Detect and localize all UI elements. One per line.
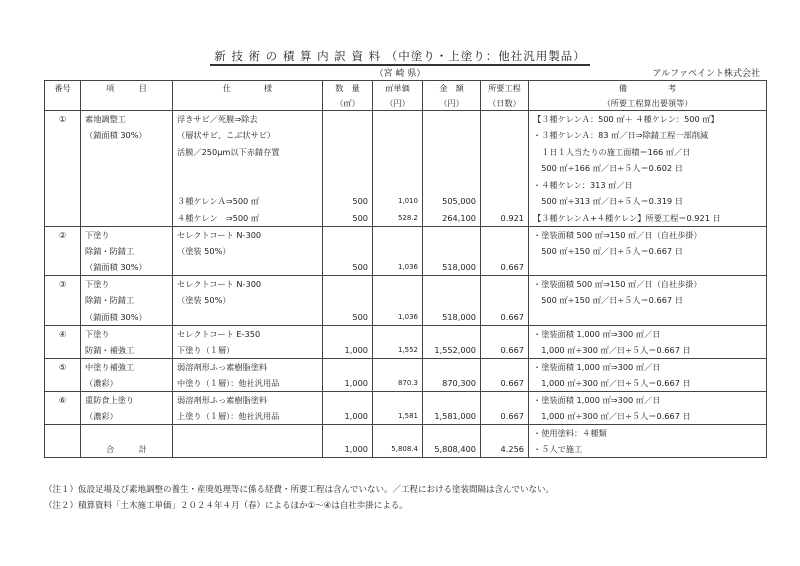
row-item: 合 計 xyxy=(81,441,173,458)
row-no xyxy=(45,193,81,210)
row-qty: 1,000 xyxy=(323,441,373,458)
row-qty xyxy=(323,127,373,144)
header-spec: 仕 様 xyxy=(173,81,323,96)
row-remarks: ・４種ケレン：313 ㎡／日 xyxy=(529,177,767,194)
row-unit-price xyxy=(373,292,423,309)
row-item: 下塗り xyxy=(81,325,173,342)
row-item xyxy=(81,144,173,161)
row-amount: 505,000 xyxy=(423,193,481,210)
table-row xyxy=(45,243,767,260)
row-remarks: ・塗装面積 500 ㎡⇒150 ㎡／日（自社歩掛） xyxy=(529,226,767,243)
table-row xyxy=(45,309,767,326)
header-days: 所要工程 xyxy=(481,81,529,96)
row-qty: 1,000 xyxy=(323,408,373,425)
row-amount: 1,581,000 xyxy=(423,408,481,425)
row-unit-price xyxy=(373,127,423,144)
row-unit-price: 5,808.4 xyxy=(373,441,423,458)
row-amount xyxy=(423,276,481,293)
row-amount: 870,300 xyxy=(423,375,481,392)
row-item xyxy=(81,210,173,227)
row-unit-price xyxy=(373,226,423,243)
row-item: （錆面積 30%） xyxy=(81,127,173,144)
row-unit-price xyxy=(373,276,423,293)
footnotes xyxy=(44,482,554,514)
row-unit-price: 1,552 xyxy=(373,342,423,359)
row-no: ④ xyxy=(45,325,81,342)
row-days xyxy=(481,243,529,260)
table-row xyxy=(45,193,767,210)
row-qty xyxy=(323,226,373,243)
row-remarks: 【３種ケレンＡ：500 ㎡＋ ４種ケレン：500 ㎡】 xyxy=(529,111,767,128)
row-qty xyxy=(323,276,373,293)
row-qty: 500 xyxy=(323,210,373,227)
row-amount: 518,000 xyxy=(423,259,481,276)
row-no xyxy=(45,243,81,260)
table-row xyxy=(45,127,767,144)
row-item: 除錆・防錆工 xyxy=(81,292,173,309)
row-days xyxy=(481,144,529,161)
row-qty xyxy=(323,391,373,408)
table-row xyxy=(45,177,767,194)
row-spec: 弱溶剤形ふっ素樹脂塗料 xyxy=(173,358,323,375)
row-qty xyxy=(323,160,373,177)
row-unit-price: 1,036 xyxy=(373,259,423,276)
row-item xyxy=(81,193,173,210)
row-amount xyxy=(423,325,481,342)
row-no: ② xyxy=(45,226,81,243)
row-item: 素地調整工 xyxy=(81,111,173,128)
row-unit-price xyxy=(373,144,423,161)
row-item xyxy=(81,424,173,441)
row-unit-price xyxy=(373,243,423,260)
row-no xyxy=(45,408,81,425)
row-no xyxy=(45,292,81,309)
note-1: （注１）仮設足場及び素地調整の養生・産廃処理等に係る経費・所要工程は含んでいない。／工程における塗装間隔は含んでいない。 xyxy=(44,485,555,495)
row-amount xyxy=(423,358,481,375)
row-qty: 500 xyxy=(323,259,373,276)
row-no: ③ xyxy=(45,276,81,293)
header-remarks-sub: （所要工程算出要領等） xyxy=(529,96,767,111)
row-unit-price xyxy=(373,424,423,441)
row-qty xyxy=(323,325,373,342)
row-spec: セレクトコート N-300 xyxy=(173,276,323,293)
table-row xyxy=(45,210,767,227)
row-spec: ３種ケレンＡ⇒500 ㎡ xyxy=(173,193,323,210)
row-no xyxy=(45,160,81,177)
row-days xyxy=(481,177,529,194)
table-row xyxy=(45,342,767,359)
row-remarks: ・塗装面積 1,000 ㎡⇒300 ㎡／日 xyxy=(529,391,767,408)
row-spec: セレクトコート E-350 xyxy=(173,325,323,342)
row-unit-price xyxy=(373,111,423,128)
row-unit-price: 528.2 xyxy=(373,210,423,227)
row-amount xyxy=(423,243,481,260)
row-qty: 1,000 xyxy=(323,375,373,392)
header-remarks: 備 考 xyxy=(529,81,767,96)
row-no xyxy=(45,259,81,276)
row-amount xyxy=(423,177,481,194)
row-spec: 下塗り（１層） xyxy=(173,342,323,359)
row-amount: 518,000 xyxy=(423,309,481,326)
table-row xyxy=(45,160,767,177)
row-remarks: １日１人当たりの施工面積＝166 ㎡／日 xyxy=(529,144,767,161)
row-remarks: 1,000 ㎡÷300 ㎡／日÷５人＝0.667 日 xyxy=(529,408,767,425)
row-item: 中塗り補強工 xyxy=(81,358,173,375)
table-row xyxy=(45,358,767,375)
row-spec: セレクトコート N-300 xyxy=(173,226,323,243)
row-amount: 264,100 xyxy=(423,210,481,227)
table-row xyxy=(45,276,767,293)
document-title: 新 技 術 の 積 算 内 訳 資 料 （中塗り・上塗り：他社汎用製品） xyxy=(0,48,800,64)
header-unit-price: ㎡単価 xyxy=(373,81,423,96)
row-days xyxy=(481,292,529,309)
row-days: 0.667 xyxy=(481,408,529,425)
row-days: 0.667 xyxy=(481,309,529,326)
row-amount xyxy=(423,226,481,243)
header-amount: 金 額 xyxy=(423,81,481,96)
header-units-row xyxy=(45,96,767,111)
row-amount xyxy=(423,292,481,309)
row-spec xyxy=(173,177,323,194)
row-days: 4.256 xyxy=(481,441,529,458)
row-spec xyxy=(173,424,323,441)
row-qty xyxy=(323,177,373,194)
row-no xyxy=(45,309,81,326)
row-qty xyxy=(323,358,373,375)
row-amount xyxy=(423,111,481,128)
row-days xyxy=(481,160,529,177)
row-days: 0.921 xyxy=(481,210,529,227)
row-remarks: ・塗装面積 500 ㎡⇒150 ㎡／日（自社歩掛） xyxy=(529,276,767,293)
row-spec: （層状サビ、こぶ状サビ） xyxy=(173,127,323,144)
row-amount xyxy=(423,127,481,144)
row-amount: 1,552,000 xyxy=(423,342,481,359)
row-spec: （塗装 50%） xyxy=(173,243,323,260)
row-remarks: 【３種ケレンＡ+４種ケレン】所要工程＝0.921 日 xyxy=(529,210,767,227)
row-item: 重防食上塗り xyxy=(81,391,173,408)
row-item: （錆面積 30%） xyxy=(81,259,173,276)
table-row xyxy=(45,441,767,458)
row-days: 0.667 xyxy=(481,375,529,392)
row-no: ⑤ xyxy=(45,358,81,375)
row-remarks xyxy=(529,309,767,326)
table-row xyxy=(45,111,767,128)
row-no xyxy=(45,177,81,194)
row-unit-price xyxy=(373,177,423,194)
row-amount xyxy=(423,391,481,408)
row-qty xyxy=(323,111,373,128)
row-days xyxy=(481,193,529,210)
row-qty xyxy=(323,144,373,161)
row-spec xyxy=(173,309,323,326)
row-remarks: ・３種ケレンＡ：83 ㎡／日⇒除錆工程一部削減 xyxy=(529,127,767,144)
row-item: （濃彩） xyxy=(81,408,173,425)
row-unit-price xyxy=(373,391,423,408)
row-days xyxy=(481,226,529,243)
row-remarks: ・塗装面積 1,000 ㎡⇒300 ㎡／日 xyxy=(529,325,767,342)
row-remarks: 500 ㎡÷150 ㎡／日÷５人＝0.667 日 xyxy=(529,292,767,309)
row-unit-price: 1,581 xyxy=(373,408,423,425)
row-qty: 500 xyxy=(323,309,373,326)
row-spec: 活膜／250μm以下赤錆存置 xyxy=(173,144,323,161)
row-spec: 弱溶剤形ふっ素樹脂塗料 xyxy=(173,391,323,408)
row-days xyxy=(481,325,529,342)
row-no xyxy=(45,375,81,392)
row-remarks: ・塗装面積 1,000 ㎡⇒300 ㎡／日 xyxy=(529,358,767,375)
row-days xyxy=(481,276,529,293)
row-remarks: 1,000 ㎡÷300 ㎡／日÷５人＝0.667 日 xyxy=(529,375,767,392)
row-unit-price: 1,036 xyxy=(373,309,423,326)
row-spec xyxy=(173,259,323,276)
table-row xyxy=(45,375,767,392)
header-unit-price-unit: （円） xyxy=(373,96,423,111)
company-name: アルファペイント株式会社 xyxy=(652,69,760,79)
row-qty xyxy=(323,292,373,309)
table-row xyxy=(45,292,767,309)
prefecture-label: （宮 崎 県） xyxy=(374,69,426,79)
row-qty xyxy=(323,424,373,441)
table-row xyxy=(45,259,767,276)
row-no: ① xyxy=(45,111,81,128)
row-item: （錆面積 30%） xyxy=(81,309,173,326)
table-row xyxy=(45,226,767,243)
row-item: 下塗り xyxy=(81,226,173,243)
row-days xyxy=(481,111,529,128)
row-unit-price: 870.3 xyxy=(373,375,423,392)
row-spec: ４種ケレン ⇒500 ㎡ xyxy=(173,210,323,227)
row-spec xyxy=(173,441,323,458)
row-spec: （塗装 50%） xyxy=(173,292,323,309)
row-amount xyxy=(423,144,481,161)
table-row xyxy=(45,391,767,408)
row-no: ⑥ xyxy=(45,391,81,408)
row-no xyxy=(45,342,81,359)
row-no xyxy=(45,127,81,144)
table-row xyxy=(45,424,767,441)
header-qty-unit: （㎡） xyxy=(323,96,373,111)
row-item: （濃彩） xyxy=(81,375,173,392)
table-row xyxy=(45,144,767,161)
row-no xyxy=(45,210,81,227)
row-unit-price xyxy=(373,325,423,342)
estimate-table xyxy=(44,80,767,458)
row-qty: 500 xyxy=(323,193,373,210)
row-item xyxy=(81,177,173,194)
row-amount xyxy=(423,424,481,441)
row-remarks xyxy=(529,259,767,276)
header-no: 番号 xyxy=(45,81,81,96)
table-row xyxy=(45,325,767,342)
row-spec: 中塗り（１層）：他社汎用品 xyxy=(173,375,323,392)
row-remarks: ・使用塗料：４種類 xyxy=(529,424,767,441)
header-item: 項 目 xyxy=(81,81,173,96)
header-days-unit: （日数） xyxy=(481,96,529,111)
row-days: 0.667 xyxy=(481,342,529,359)
row-unit-price xyxy=(373,358,423,375)
table-row xyxy=(45,408,767,425)
note-2: （注２）積算資料「土木施工単価」２０２４年４月（春）によるほか①～④は自社歩掛による。 xyxy=(44,501,408,511)
row-no xyxy=(45,424,81,441)
row-days xyxy=(481,127,529,144)
header-row xyxy=(45,81,767,96)
row-days xyxy=(481,391,529,408)
header-amount-unit: （円） xyxy=(423,96,481,111)
header-qty: 数 量 xyxy=(323,81,373,96)
row-qty xyxy=(323,243,373,260)
row-amount xyxy=(423,160,481,177)
row-qty: 1,000 xyxy=(323,342,373,359)
row-unit-price xyxy=(373,160,423,177)
row-days xyxy=(481,358,529,375)
row-days xyxy=(481,424,529,441)
row-days: 0.667 xyxy=(481,259,529,276)
row-spec: 浮きサビ／死膜⇒除去 xyxy=(173,111,323,128)
row-remarks: 500 ㎡÷166 ㎡／日÷５人＝0.602 日 xyxy=(529,160,767,177)
row-no xyxy=(45,441,81,458)
row-amount: 5,808,400 xyxy=(423,441,481,458)
row-spec xyxy=(173,160,323,177)
row-remarks: 500 ㎡÷150 ㎡／日÷５人＝0.667 日 xyxy=(529,243,767,260)
row-no xyxy=(45,144,81,161)
row-item: 下塗り xyxy=(81,276,173,293)
row-remarks: 1,000 ㎡÷300 ㎡／日÷５人＝0.667 日 xyxy=(529,342,767,359)
row-item: 防錆・補強工 xyxy=(81,342,173,359)
row-unit-price: 1,010 xyxy=(373,193,423,210)
row-spec: 上塗り（１層）：他社汎用品 xyxy=(173,408,323,425)
row-remarks: ・５人で施工 xyxy=(529,441,767,458)
row-item xyxy=(81,160,173,177)
row-remarks: 500 ㎡÷313 ㎡／日÷５人＝0.319 日 xyxy=(529,193,767,210)
row-item: 除錆・防錆工 xyxy=(81,243,173,260)
